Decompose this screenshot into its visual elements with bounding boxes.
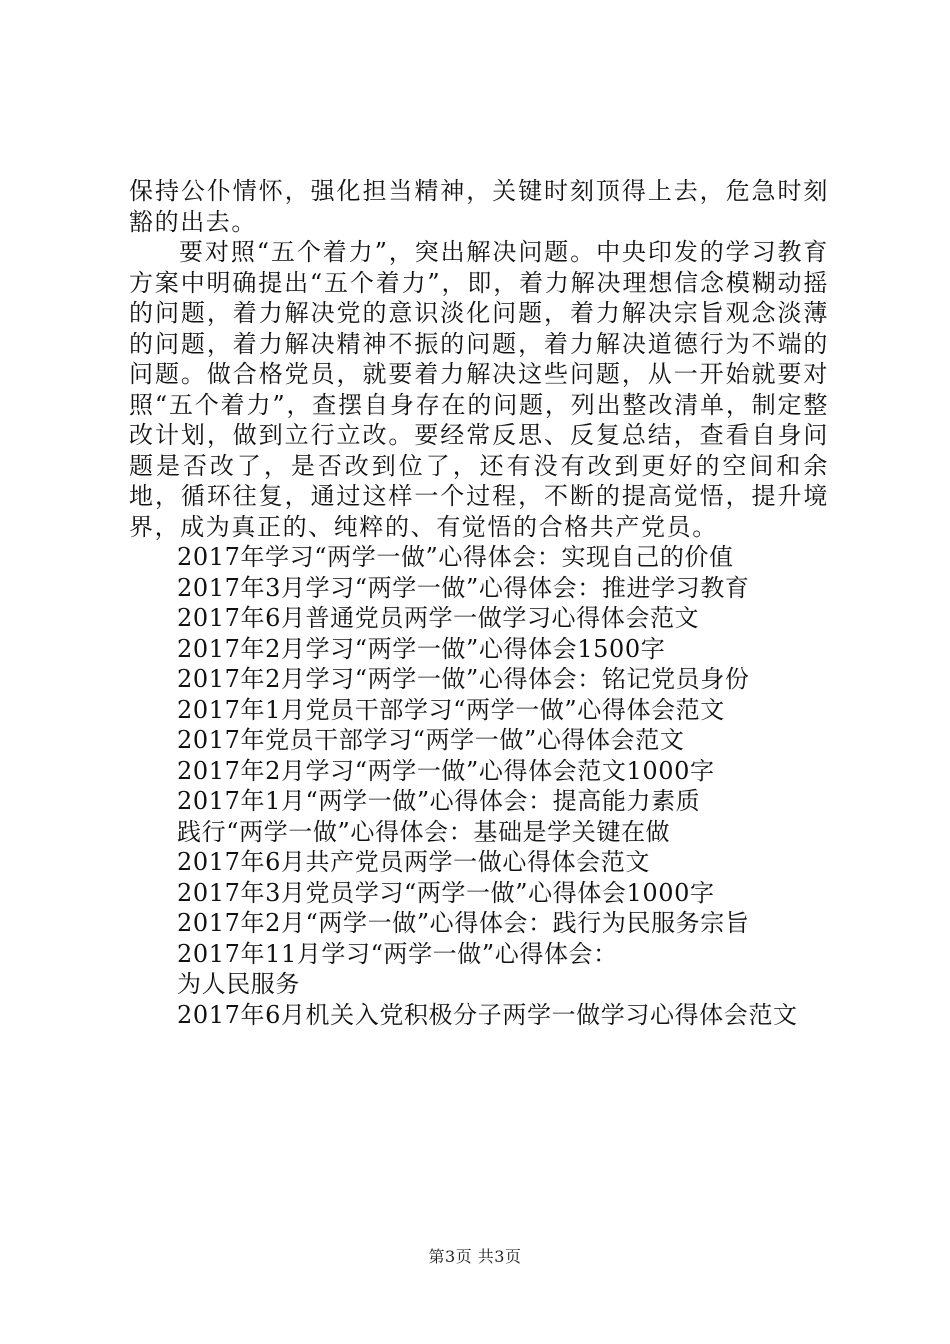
related-article-link[interactable]: 2017年6月普通党员两学一做学习心得体会范文: [177, 604, 700, 632]
related-article-link-continuation[interactable]: 为人民服务: [177, 970, 300, 998]
related-article-link[interactable]: 2017年3月党员学习“两学一做”心得体会1000字: [177, 878, 715, 907]
paragraph-continuation: 保持公仆情怀，强化担当精神，关键时刻顶得上去，危急时刻豁的出去。: [129, 177, 829, 236]
related-article-link[interactable]: 2017年2月学习“两学一做”心得体会1500字: [177, 634, 666, 663]
document-body: [129, 176, 829, 1030]
related-article-link[interactable]: 践行“两学一做”心得体会：基础是学关键在做: [177, 817, 671, 846]
page-footer: [0, 1244, 950, 1267]
related-articles-list: [129, 542, 829, 1030]
related-article-link[interactable]: 2017年11月学习“两学一做”心得体会：: [177, 939, 618, 968]
related-article-link[interactable]: 2017年学习“两学一做”心得体会：实现自己的价值: [177, 543, 734, 571]
page-number-indicator: 第3页 共3页: [428, 1247, 522, 1266]
related-article-link[interactable]: 2017年1月“两学一做”心得体会：提高能力素质: [177, 787, 701, 815]
related-article-link[interactable]: 2017年2月“两学一做”心得体会：践行为民服务宗旨: [177, 909, 750, 937]
related-article-link[interactable]: 2017年2月学习“两学一做”心得体会：铭记党员身份: [177, 665, 750, 693]
related-article-link[interactable]: 2017年6月共产党员两学一做心得体会范文: [177, 848, 650, 876]
related-article-link[interactable]: 2017年3月学习“两学一做”心得体会：推进学习教育: [177, 573, 750, 602]
related-article-link[interactable]: 2017年2月学习“两学一做”心得体会范文1000字: [177, 756, 715, 785]
paragraph-five-focuses: 要对照“五个着力”，突出解决问题。中央印发的学习教育方案中明确提出“五个着力”，即，着力解决理想信念模糊动摇的问题，着力解决党的意识淡化问题，着力解决宗旨观念淡薄的问题，着力解决精神不振的问题，着力解决道德行为不端的问题。做合格党员，就要着力解决这些问题，从一开始就要对照“五个着力”，查摆自身存在的问题，列出整改清单，制定整改计划，做到立行立改。要经常反思、反复总结，查看自身问题是否改了，是否改到位了，还有没有改到更好的空间和余地，循环往复，通过这样一个过程，不断的提高觉悟，提升境界，成为真正的、纯粹的、有觉悟的合格共产党员。: [129, 238, 829, 541]
related-article-link[interactable]: 2017年1月党员干部学习“两学一做”心得体会范文: [177, 695, 725, 724]
related-article-link[interactable]: 2017年党员干部学习“两学一做”心得体会范文: [177, 726, 685, 754]
related-article-link[interactable]: 2017年6月机关入党积极分子两学一做学习心得体会范文: [177, 1000, 798, 1029]
